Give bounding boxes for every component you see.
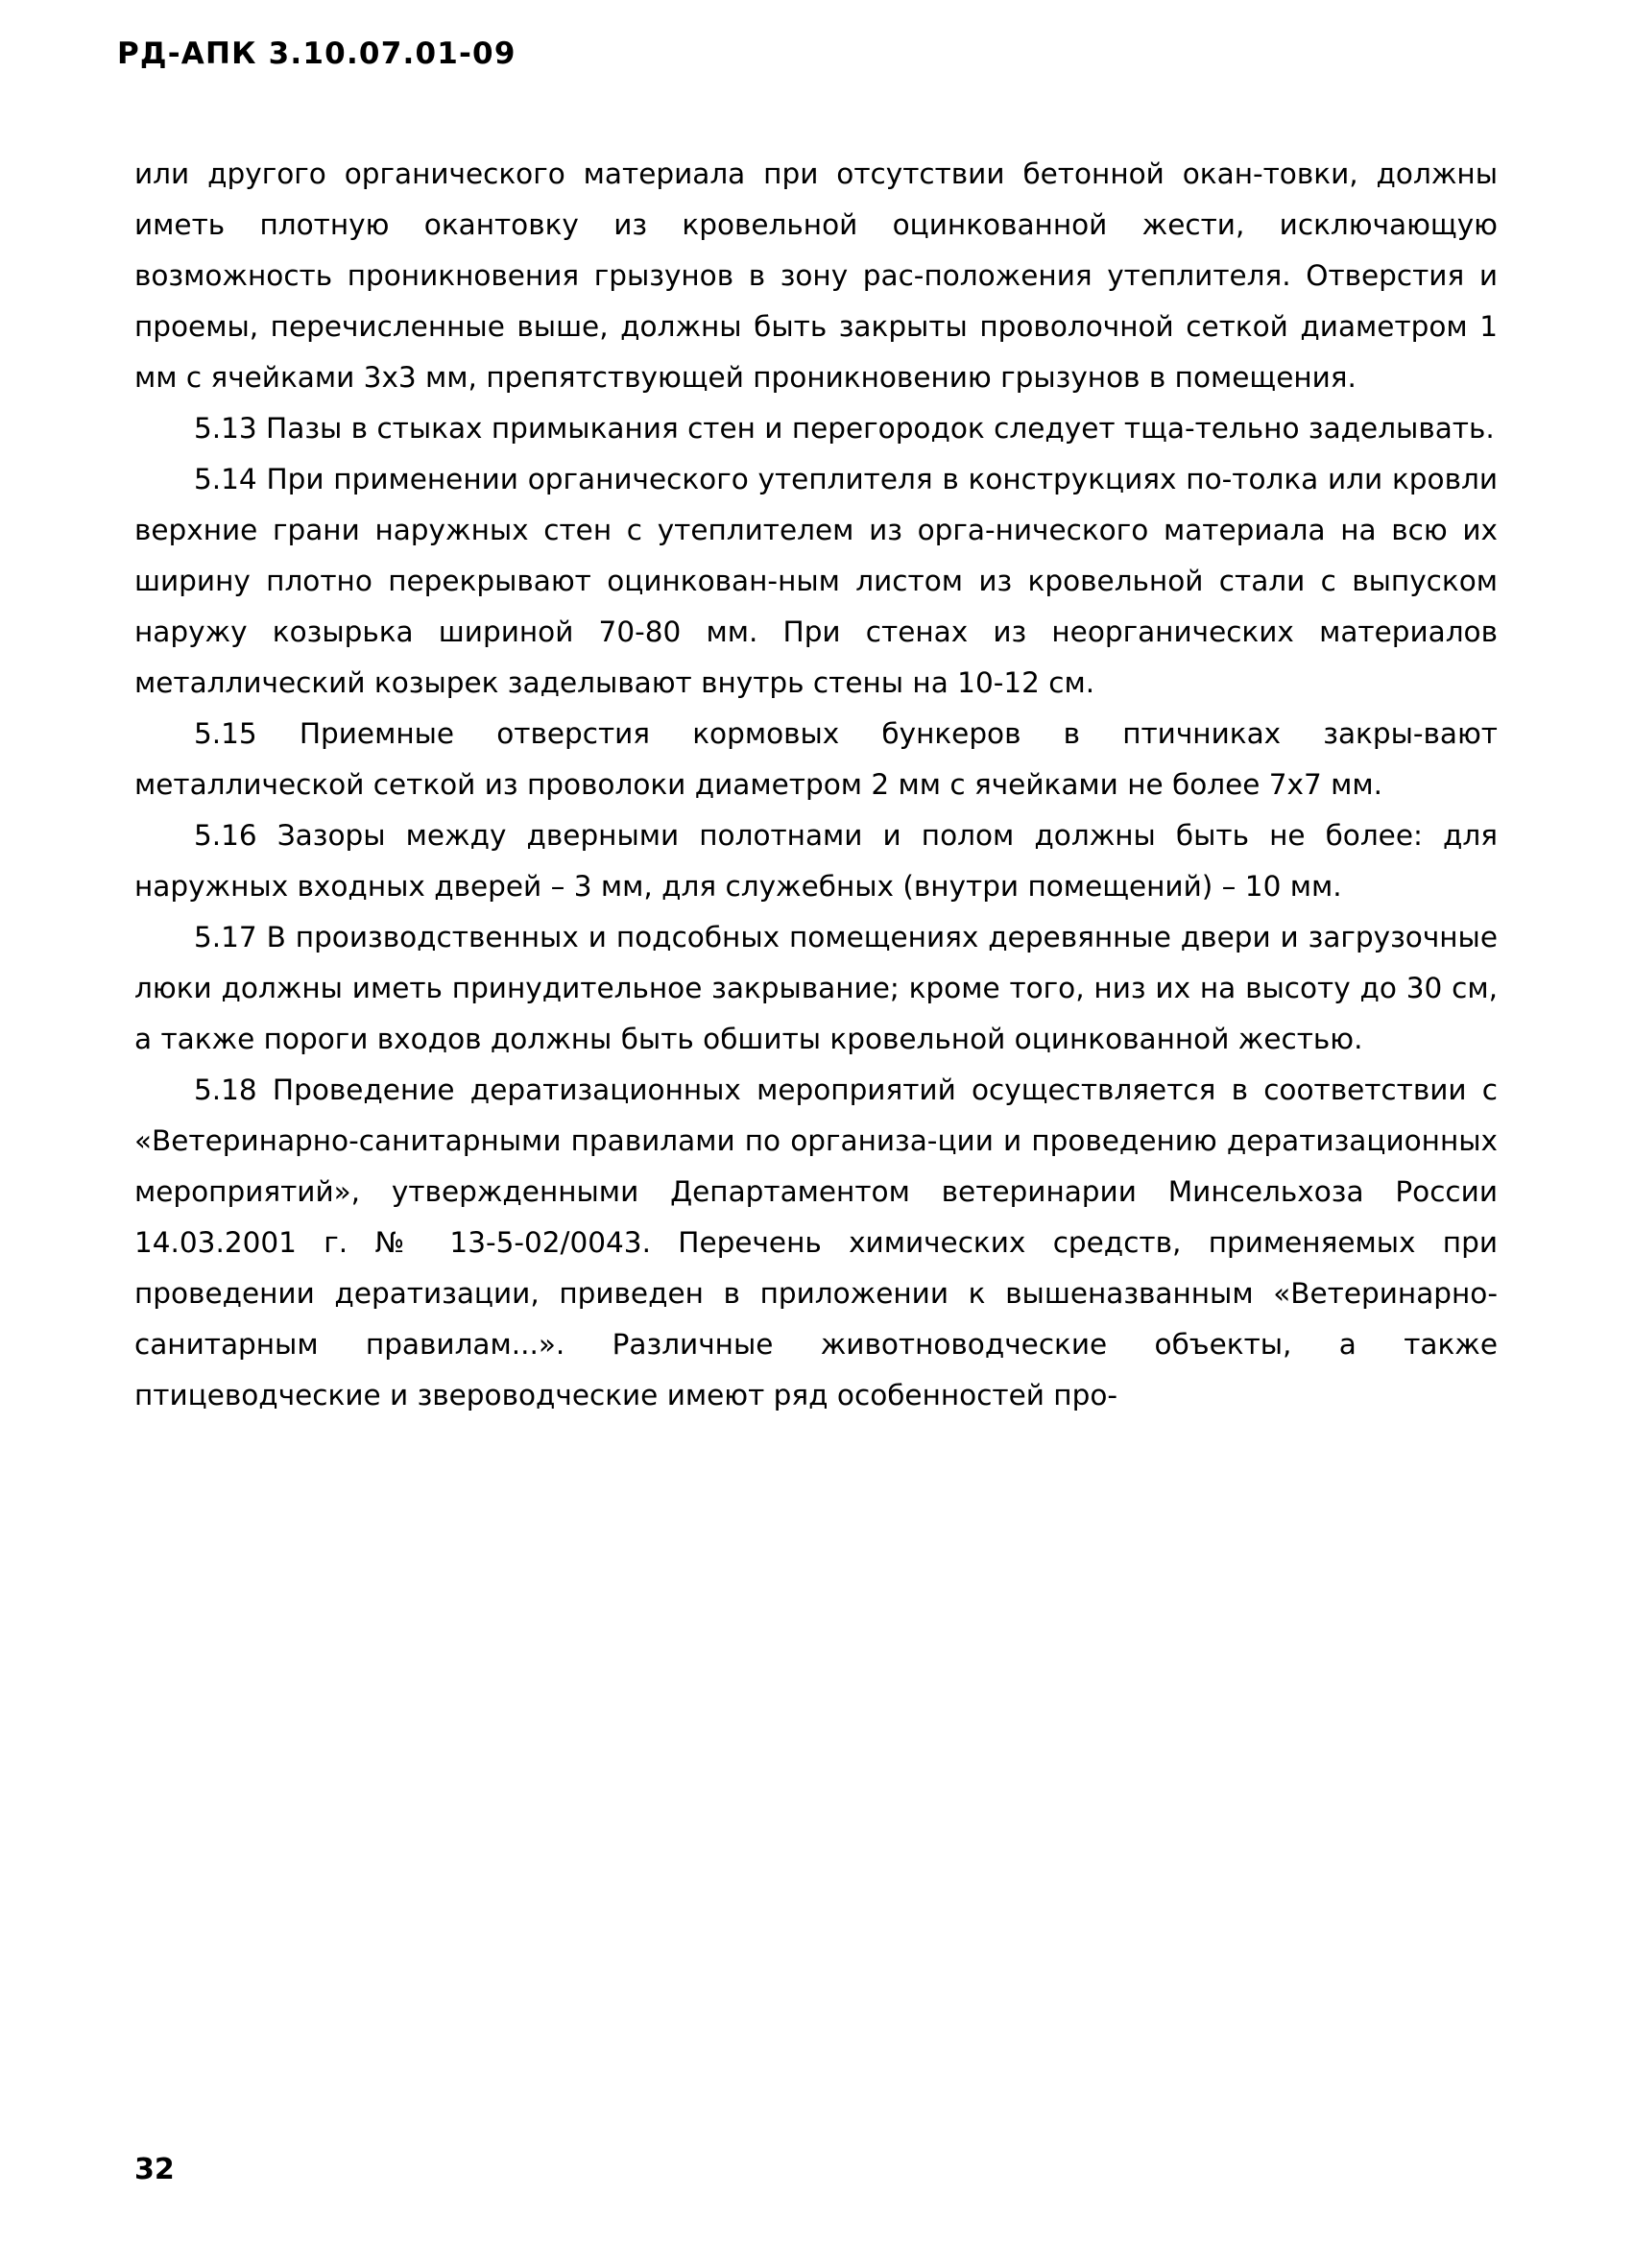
page-number: 32 [134, 2153, 175, 2186]
paragraph-5-13: 5.13 Пазы в стыках примыкания стен и перегородок следует тща-тельно заделывать. [194, 412, 1495, 445]
paragraph-5-18: 5.18 Проведение дератизационных мероприятий осуществляется в соответствии с «Ветеринарно-санитарными правилами по организа-ции и проведению дератизационных мероприятий», утвержденными Департаментом ветеринарии Минсельхоза России 14.03.2001 г. № 13-5-02/0043. Перечень химических средств, применяемых при проведении дератизации, приведен в приложении к вышеназванным «Ветеринарно-санитарным правилам...». Различные животноводческие объекты, а также птицеводческие и звероводческие имеют ряд особенностей про- [134, 1074, 1498, 1411]
paragraph-continued: или другого органического материала при отсутствии бетонной окан-товки, должны иметь плотную окантовку из кровельной оцинкованной жести, исключающую возможность проникновения грызунов в зону рас-положения утеплителя. Отверстия и проемы, перечисленные выше, должны быть закрыты проволочной сеткой диаметром 1 мм с ячейками 3х3 мм, препятствующей проникновению грызунов в помещения. [134, 157, 1498, 394]
paragraph-5-14: 5.14 При применении органического утеплителя в конструкциях по-толка или кровли верхние грани наружных стен с утеплителем из орга-нического материала на всю их ширину плотно перекрывают оцинкован-ным листом из кровельной стали с выпуском наружу козырька шириной 70-80 мм. При стенах из неорганических материалов металлический козырек заделывают внутрь стены на 10-12 см. [134, 463, 1498, 699]
paragraph-5-15: 5.15 Приемные отверстия кормовых бункеров в птичниках закры-вают металлической сеткой из проволоки диаметром 2 мм с ячейками не более 7х7 мм. [134, 717, 1498, 801]
document-body [134, 149, 1498, 1421]
document-header: РД-АПК 3.10.07.01-09 [117, 36, 516, 71]
paragraph-5-17: 5.17 В производственных и подсобных помещениях деревянные двери и загрузочные люки должны иметь принудительное закрывание; кроме того, низ их на высоту до 30 см, а также пороги входов должны быть обшиты кровельной оцинкованной жестью. [134, 921, 1498, 1055]
paragraph-5-16: 5.16 Зазоры между дверными полотнами и полом должны быть не более: для наружных входных дверей – 3 мм, для служебных (внутри помещений) – 10 мм. [134, 819, 1498, 903]
